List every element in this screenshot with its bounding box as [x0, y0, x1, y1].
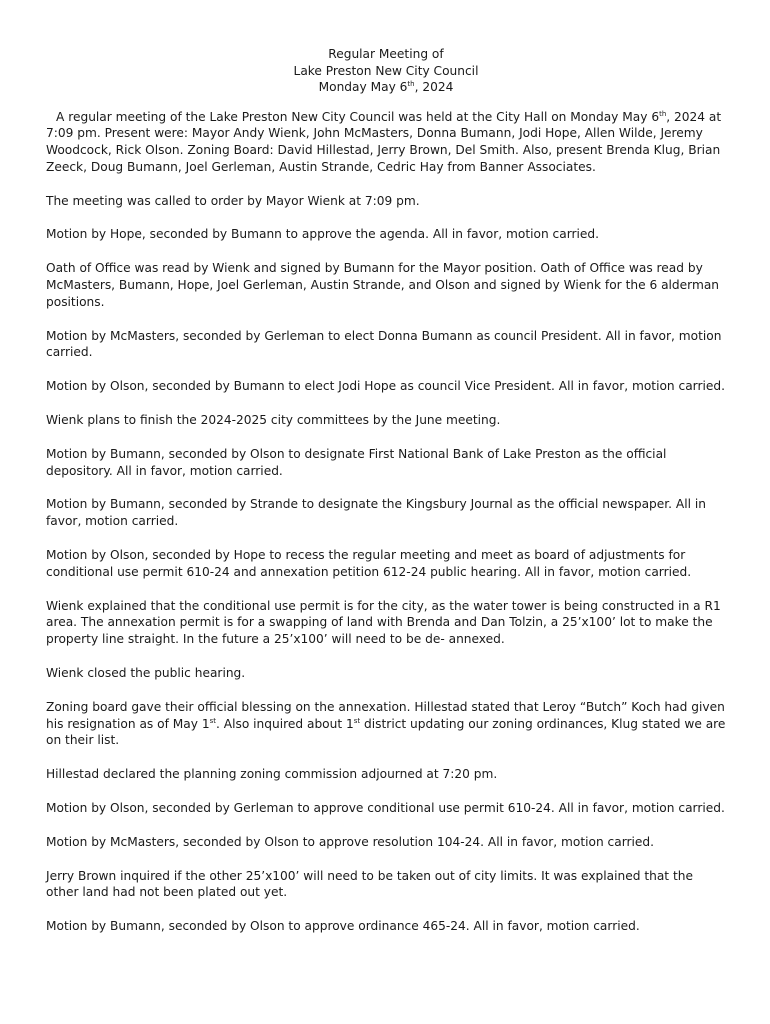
header-date-year: , 2024	[414, 80, 454, 94]
paragraph-commission-adjourned: Hillestad declared the planning zoning commission adjourned at 7:20 pm.	[46, 767, 498, 782]
paragraph-resolution-motion: Motion by McMasters, seconded by Olson to approve resolution 104-24. All in favor, motion carried.	[46, 834, 655, 849]
paragraph-hearing-closed: Wienk closed the public hearing.	[46, 666, 246, 681]
paragraph-oath-of-office: Oath of Office was read by Wienk and signed by Bumann for the Mayor position. Oath of Office was read by McMasters, Bumann, Hope, Joel Gerleman, Austin Strande, and Olson and signed by Wienk for the 6 alderman positions.	[46, 261, 720, 309]
paragraph-depository-motion: Motion by Bumann, seconded by Olson to designate First National Bank of Lake Preston as the official depository. All in favor, motion carried.	[46, 446, 667, 478]
paragraph-city-limits-inquiry: Jerry Brown inquired if the other 25’x100’ will need to be taken out of city limits. It was explained that the other land had not been plated out yet.	[46, 868, 693, 900]
paragraph-agenda-motion: Motion by Hope, seconded by Bumann to approve the agenda. All in favor, motion carried.	[46, 227, 600, 242]
attendance-text-1: A regular meeting of the Lake Preston New City Council was held at the City Hall on Monday May 6	[56, 109, 660, 124]
zoning-text-3: district updating our zoning ordinances, Klug stated we are on their list.	[46, 716, 726, 748]
zoning-text-2: . Also inquired about 1	[216, 716, 354, 731]
paragraph-ordinance-motion: Motion by Bumann, seconded by Olson to approve ordinance 465-24. All in favor, motion carried.	[46, 919, 640, 934]
paragraph-newspaper-motion: Motion by Bumann, seconded by Strande to designate the Kingsbury Journal as the official newspaper. All in favor, motion carried.	[46, 497, 706, 529]
paragraph-zoning-board	[46, 699, 726, 749]
attendance-suffix: th	[659, 109, 667, 118]
paragraph-conditional-use-motion: Motion by Olson, seconded by Gerleman to approve conditional use permit 610-24. All in favor, motion carried.	[46, 801, 725, 816]
minutes-page	[46, 46, 726, 952]
header-line-1: Regular Meeting of	[328, 47, 444, 61]
header-line-2: Lake Preston New City Council	[293, 63, 479, 78]
header-date-text: Monday May 6	[318, 80, 408, 94]
attendance-text-2: , 2024 at 7:09 pm. Present were: Mayor Andy Wienk, John McMasters, Donna Bumann, Jodi Hope, Allen Wilde, Jeremy Woodcock, Rick Olson. Zoning Board: David Hillestad, Jerry Brown, Del Smith. Also, present Brenda Klug, Brian Zeeck, Doug Bumann, Joel Gerleman, Austin Strande, Cedric Hay from Banner Associates.	[46, 109, 722, 174]
header-date-suffix: th	[407, 79, 415, 88]
header-line-3	[46, 79, 726, 96]
zoning-suffix-2: st	[353, 716, 361, 725]
document-header	[46, 46, 726, 96]
paragraph-call-to-order: The meeting was called to order by Mayor Wienk at 7:09 pm.	[46, 193, 420, 208]
zoning-suffix-1: st	[209, 716, 217, 725]
paragraph-president-motion: Motion by McMasters, seconded by Gerleman to elect Donna Bumann as council President. All in favor, motion carried.	[46, 328, 722, 360]
paragraph-vice-president-motion: Motion by Olson, seconded by Bumann to elect Jodi Hope as council Vice President. All in favor, motion carried.	[46, 379, 725, 394]
paragraph-permit-explanation: Wienk explained that the conditional use permit is for the city, as the water tower is being constructed in a R1 area. The annexation permit is for a swapping of land with Brenda and Dan Tolzin, a 25’x100’ lot to make the property line straight. In the future a 25’x100’ will need to be de- annexed.	[46, 598, 721, 647]
paragraph-attendance	[46, 109, 726, 176]
paragraph-recess-motion: Motion by Olson, seconded by Hope to recess the regular meeting and meet as board of adjustments for conditional use permit 610-24 and annexation petition 612-24 public hearing. All in favor, motion carried.	[46, 548, 692, 579]
zoning-text-1: Zoning board gave their official blessing on the annexation. Hillestad stated that Leroy “Butch” Koch had given his resignation as of May 1	[46, 699, 725, 731]
paragraph-committees: Wienk plans to finish the 2024-2025 city committees by the June meeting.	[46, 413, 501, 428]
